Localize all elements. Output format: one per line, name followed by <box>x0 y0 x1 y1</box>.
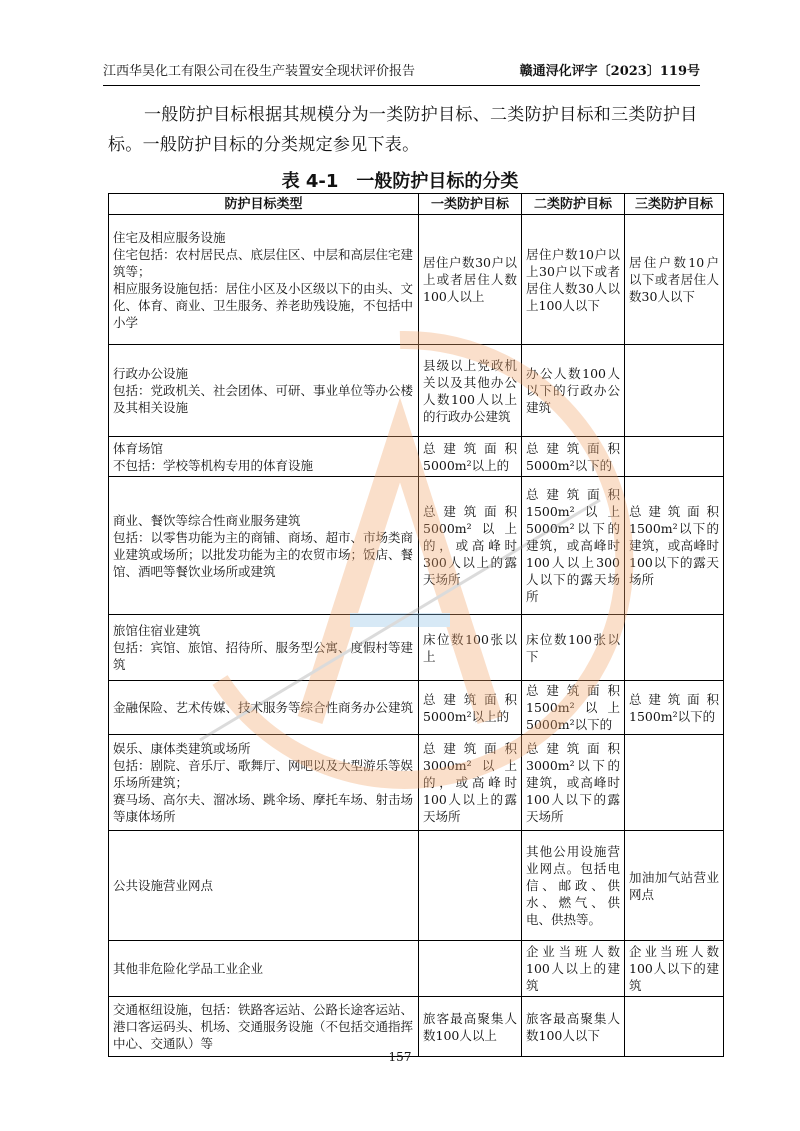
header-type: 防护目标类型 <box>109 194 419 215</box>
protection-target-table <box>108 193 724 1057</box>
report-number: 赣通浔化评字〔2023〕119号 <box>519 64 700 79</box>
cell-class2: 总建筑面积1500m²以上5000m²以下的 <box>522 681 625 735</box>
cell-class3: 企业当班人数100人以下的建筑 <box>625 941 724 997</box>
cell-class3 <box>625 615 724 681</box>
header-class3: 三类防护目标 <box>625 194 724 215</box>
table-row <box>109 997 724 1057</box>
cell-class1: 居住户数30户以上或者居住人数100人以上 <box>419 215 522 345</box>
header-class2: 二类防护目标 <box>522 194 625 215</box>
target-type-line: 不包括：学校等机构专用的体育设施 <box>113 457 314 473</box>
cell-class2: 居住户数10户以上30户以下或者居住人数30人以上100人以下 <box>522 215 625 345</box>
table-row <box>109 941 724 997</box>
cell-target-type <box>109 215 419 345</box>
target-type-line: 包括：党政机关、社会团体、可研、事业单位等办公楼及其相关设施 <box>113 383 414 415</box>
cell-class3 <box>625 437 724 477</box>
cell-class2: 总建筑面积1500m²以上5000m²以下的建筑，或高峰时100人以上300人以下的露天场所 <box>522 477 625 615</box>
table-row <box>109 831 724 941</box>
cell-class2: 办公人数100人以下的行政办公建筑 <box>522 345 625 437</box>
cell-class2: 企业当班人数100人以上的建筑 <box>522 941 625 997</box>
target-type-line: 旅馆住宿业建筑 <box>113 623 201 638</box>
target-type-line: 包括：宾馆、旅馆、招待所、服务型公寓、度假村等建筑 <box>113 640 414 672</box>
cell-target-type <box>109 437 419 477</box>
target-type-line: 商业、餐饮等综合性商业服务建筑 <box>113 512 301 528</box>
page-header <box>103 63 700 86</box>
cell-class1 <box>419 831 522 941</box>
cell-target-type <box>109 831 419 941</box>
cell-class1: 总建筑面积5000m²以上的，或高峰时300人以上的露天场所 <box>419 477 522 615</box>
target-type-line: 其他非危险化学品工业企业 <box>113 961 264 976</box>
cell-class3 <box>625 997 724 1057</box>
target-type-line: 交通枢纽设施，包括：铁路客运站、公路长途客运站、港口客运码头、机场、交通服务设施（不包括交通指挥中心、交通队）等 <box>113 1002 414 1051</box>
target-type-line: 住宅包括：农村居民点、底层住区、中层和高层住宅建筑等； <box>113 246 414 279</box>
cell-target-type <box>109 615 419 681</box>
cell-target-type <box>109 345 419 437</box>
cell-class1 <box>419 941 522 997</box>
target-type-line: 体育场馆 <box>113 440 164 456</box>
cell-target-type <box>109 735 419 831</box>
intro-paragraph: 一般防护目标根据其规模分为一类防护目标、二类防护目标和三类防护目标。一般防护目标的分类规定参见下表。 <box>108 105 698 155</box>
cell-class2: 总建筑面积3000m²以下的建筑，或高峰时100人以下的露天场所 <box>522 735 625 831</box>
target-type-line: 金融保险、艺术传媒、技术服务等综合性商务办公建筑 <box>113 700 414 715</box>
cell-target-type <box>109 477 419 615</box>
cell-class3: 总建筑面积1500m²以下的 <box>625 681 724 735</box>
cell-class2: 其他公用设施营业网点。包括电信、邮政、供水、燃气、供电、供热等。 <box>522 831 625 941</box>
target-type-line: 娱乐、康体类建筑或场所 <box>113 741 251 756</box>
table-row <box>109 345 724 437</box>
table-row <box>109 215 724 345</box>
table-header-row <box>109 194 724 215</box>
target-type-line: 住宅及相应服务设施 <box>113 229 226 245</box>
cell-class3 <box>625 345 724 437</box>
cell-class1: 总建筑面积3000m²以上的，或高峰时100人以上的露天场所 <box>419 735 522 831</box>
cell-class2: 旅客最高聚集人数100人以下 <box>522 997 625 1057</box>
target-type-line: 行政办公设施 <box>113 366 189 381</box>
target-type-line: 公共设施营业网点 <box>113 878 214 893</box>
table-row <box>109 437 724 477</box>
table-row <box>109 681 724 735</box>
cell-class1: 旅客最高聚集人数100人以上 <box>419 997 522 1057</box>
cell-target-type <box>109 941 419 997</box>
target-type-line: 赛马场、高尔夫、溜冰场、跳伞场、摩托车场、射击场等康体场所 <box>113 792 414 824</box>
table-row <box>109 735 724 831</box>
cell-class3: 总建筑面积1500m²以下的建筑，或高峰时100以下的露天场所 <box>625 477 724 615</box>
header-class1: 一类防护目标 <box>419 194 522 215</box>
table-row <box>109 477 724 615</box>
cell-class3: 居住户数10户以下或者居住人数30人以下 <box>625 215 724 345</box>
table-caption: 表 4-1 一般防护目标的分类 <box>281 171 519 192</box>
cell-class3: 加油加气站营业网点 <box>625 831 724 941</box>
cell-class3 <box>625 735 724 831</box>
cell-target-type <box>109 997 419 1057</box>
report-title: 江西华昊化工有限公司在役生产装置安全现状评价报告 <box>103 64 416 79</box>
cell-class1: 总建筑面积5000m²以上的 <box>419 681 522 735</box>
cell-class2: 总建筑面积5000m²以下的 <box>522 437 625 477</box>
target-type-line: 相应服务设施包括：居住小区及小区级以下的由头、文化、体育、商业、卫生服务、养老助残设施，不包括中小学 <box>113 280 414 330</box>
page-number: 157 <box>388 1050 412 1064</box>
cell-class1: 总建筑面积5000m²以上的 <box>419 437 522 477</box>
cell-class1: 县级以上党政机关以及其他办公人数100人以上的行政办公建筑 <box>419 345 522 437</box>
cell-class1: 床位数100张以上 <box>419 615 522 681</box>
target-type-line: 包括：剧院、音乐厅、歌舞厅、网吧以及大型游乐等娱乐场所建筑； <box>113 758 414 790</box>
target-type-line: 包括：以零售功能为主的商铺、商场、超市、市场类商业建筑或场所；以批发功能为主的农贸市场；饭店、餐馆、酒吧等餐饮业场所或建筑 <box>113 529 414 579</box>
table-row <box>109 615 724 681</box>
cell-class2: 床位数100张以下 <box>522 615 625 681</box>
cell-target-type <box>109 681 419 735</box>
